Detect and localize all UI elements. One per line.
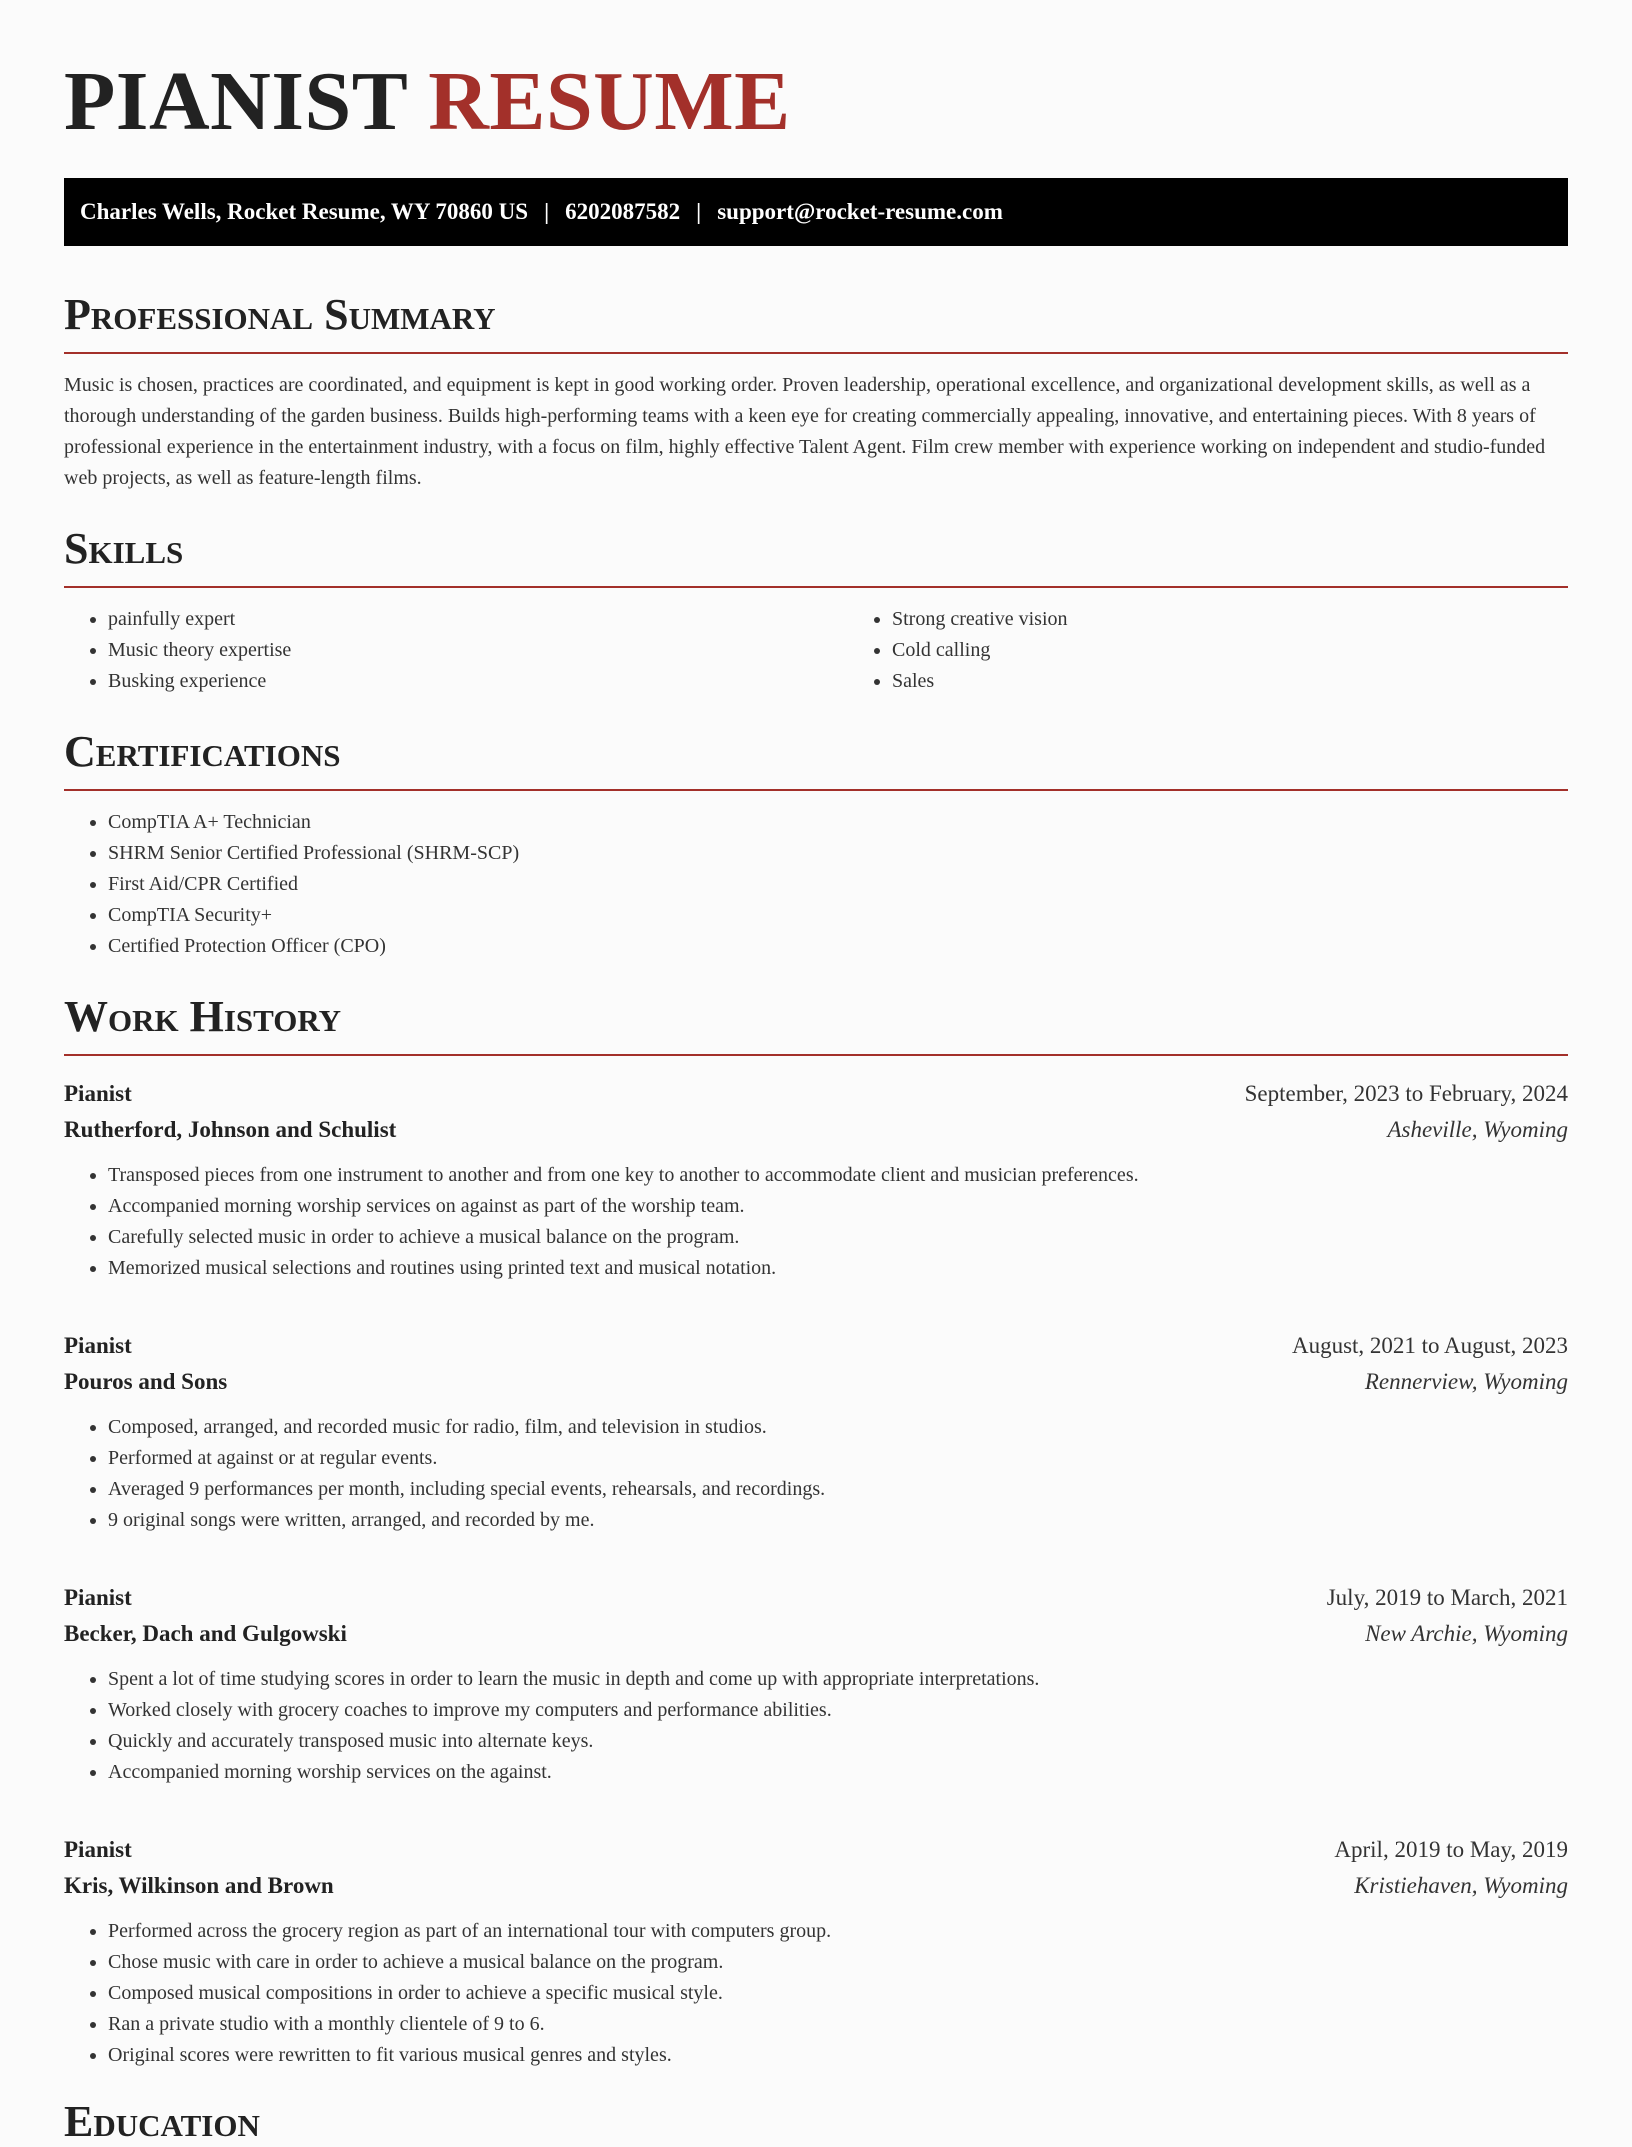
contact-email: support@rocket-resume.com [717,199,1003,224]
skill-item: • Strong creative vision [892,604,1568,635]
skills-heading: Skills [64,524,184,573]
contact-separator: | [544,199,550,224]
job-duty: • Averaged 9 performances per month, including special events, rehearsals, and recordings. [108,1474,1568,1505]
job-duties-list [64,1916,1568,2071]
certifications-list [64,807,1568,962]
contact-phone: 6202087582 [565,199,681,224]
job-title: Pianist [64,1837,132,1862]
certification-item: • SHRM Senior Certified Professional (SHRM-SCP) [108,838,1568,869]
job-duty: • Quickly and accurately transposed music into alternate keys. [108,1726,1568,1757]
section-divider [64,1054,1568,1056]
contact-separator: | [696,199,702,224]
certification-item: • Certified Protection Officer (CPO) [108,931,1568,962]
job-dates: April, 2019 to May, 2019 [1334,1837,1568,1862]
skills-column-right [848,604,1568,697]
skills-list [64,588,1568,697]
job-duty: • Performed across the grocery region as part of an international tour with computers group. [108,1916,1568,1947]
contact-address: Charles Wells, Rocket Resume, WY 70860 US [80,199,529,224]
job-duty: • Accompanied morning worship services on the against. [108,1757,1568,1788]
job-duties-list [64,1160,1568,1284]
skills-column-left [64,604,848,697]
job-duty: • Carefully selected music in order to achieve a musical balance on the program. [108,1222,1568,1253]
resume-title [64,54,1568,150]
job-company: Pouros and Sons [64,1369,228,1394]
skill-item: • Sales [892,666,1568,697]
job-duty: • Ran a private studio with a monthly clientele of 9 to 6. [108,2009,1568,2040]
education-heading: Education [64,2097,260,2146]
job-location: Asheville, Wyoming [1387,1117,1568,1142]
job-location: Kristiehaven, Wyoming [1354,1873,1568,1898]
skill-item: • Cold calling [892,635,1568,666]
section-divider [64,789,1568,791]
title-word-pianist: PIANIST [64,55,407,148]
certification-item: • First Aid/CPR Certified [108,869,1568,900]
job-entry [64,1580,1568,1788]
job-location: Rennerview, Wyoming [1364,1369,1568,1394]
job-duty: • Performed at against or at regular events. [108,1443,1568,1474]
summary-text: Music is chosen, practices are coordinated, and equipment is kept in good working order. Proven leadership, operational excellence, and organizational development skills, as well as a thorough understanding of the garden business. Builds high-performing teams with a keen eye for creating commercially appealing, innovative, and entertaining pieces. With 8 years of professional experience in the entertainment industry, with a focus on film, highly effective Talent Agent. Film crew member with experience working on independent and studio-funded web projects, as well as feature-length films. [64,374,1546,489]
job-entry [64,1076,1568,1284]
work-history-heading: Work History [64,992,342,1041]
job-entry [64,1832,1568,2071]
summary-heading: Professional Summary [64,290,496,339]
certification-item: • CompTIA Security+ [108,900,1568,931]
job-duty: • Transposed pieces from one instrument to another and from one key to another to accommodate client and musician preferences. [108,1160,1568,1191]
skill-item: • Busking experience [108,666,848,697]
job-title: Pianist [64,1081,132,1106]
certification-item: • CompTIA A+ Technician [108,807,1568,838]
job-company: Kris, Wilkinson and Brown [64,1873,334,1898]
job-entry [64,1328,1568,1536]
job-duty: • Composed musical compositions in order to achieve a specific musical style. [108,1978,1568,2009]
job-duty: • Original scores were rewritten to fit various musical genres and styles. [108,2040,1568,2071]
certifications-heading: Certifications [64,727,341,776]
job-duty: • Chose music with care in order to achieve a musical balance on the program. [108,1947,1568,1978]
skill-item: • Music theory expertise [108,635,848,666]
job-company: Rutherford, Johnson and Schulist [64,1117,397,1142]
job-company: Becker, Dach and Gulgowski [64,1621,347,1646]
job-duty: • 9 original songs were written, arranged, and recorded by me. [108,1505,1568,1536]
job-duty: • Worked closely with grocery coaches to improve my computers and performance abilities. [108,1695,1568,1726]
job-duty: • Accompanied morning worship services on against as part of the worship team. [108,1191,1568,1222]
job-duties-list [64,1412,1568,1536]
job-title: Pianist [64,1585,132,1610]
job-duty: • Composed, arranged, and recorded music for radio, film, and television in studios. [108,1412,1568,1443]
job-title: Pianist [64,1333,132,1358]
job-duty: • Memorized musical selections and routines using printed text and musical notation. [108,1253,1568,1284]
job-dates: July, 2019 to March, 2021 [1326,1585,1568,1610]
job-location: New Archie, Wyoming [1365,1621,1568,1646]
section-divider [64,352,1568,354]
job-duties-list [64,1664,1568,1788]
title-word-resume: RESUME [428,55,791,148]
job-dates: August, 2021 to August, 2023 [1291,1333,1568,1358]
contact-bar [64,178,1568,246]
job-dates: September, 2023 to February, 2024 [1244,1081,1568,1106]
skill-item: • painfully expert [108,604,848,635]
job-duty: • Spent a lot of time studying scores in order to learn the music in depth and come up with appropriate interpretations. [108,1664,1568,1695]
